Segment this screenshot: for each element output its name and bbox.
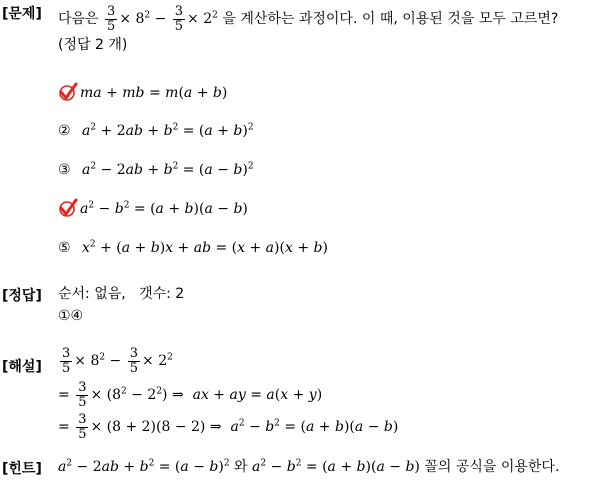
solution-line1: $\frac{3}{5}$ × $8^2$ − $\frac{3}{5}$ × $2^2$ — [62, 345, 173, 376]
hint-text: $a^2 - 2ab + b^2 = (a - b)^2$ 와 $a^2 - b^2 = (a + b)(a - b)$ 꼴의 공식을 이용한다. — [58, 458, 560, 475]
option-2-marker: ② — [58, 123, 71, 139]
answer-line2: ①④ — [58, 308, 84, 324]
solution-label: [해설] — [2, 359, 42, 375]
option-3-marker: ③ — [58, 162, 71, 178]
problem-text-pre: 다음은 — [58, 11, 99, 27]
option-5-marker: ⑤ — [58, 240, 71, 256]
problem-text-post: 을 계산하는 과정이다. 이 때, 이용된 것을 모두 고르면? — [222, 11, 559, 27]
problem-text-line1: 다음은 $\frac{3}{5}$ × $8^2$ − $\frac{3}{5}$ × $2^2$ 을 계산하는 과정이다. 이 때, 이용된 것을 모두 고르면? — [58, 3, 559, 34]
fraction-3-5-b: $\frac{3}{5}$ — [174, 3, 184, 34]
check-icon — [58, 82, 78, 102]
option-2: $a^2 + 2ab + b^2 = (a + b)^2$ — [82, 122, 254, 139]
option-3: $a^2 - 2ab + b^2 = (a - b)^2$ — [82, 161, 254, 178]
solution-line3: = $\frac{3}{5}$ × (8 + 2)(8 − 2) ⇒ $a^2 - b^2 = (a + b)(a - b)$ — [58, 411, 399, 442]
option-4: $a^2 - b^2 = (a + b)(a - b)$ — [80, 200, 248, 217]
hint-label: [힌트] — [2, 461, 42, 477]
solution-line2: = $\frac{3}{5}$ × $(8^2 - 2^2)$ ⇒ ax + ay = a(x + y) — [58, 379, 323, 410]
answer-line1: 순서: 없음, 갯수: 2 — [58, 286, 185, 302]
fraction-3-5: $\frac{3}{5}$ — [107, 3, 116, 34]
option-5: $x^2 + (a + b)x$ + ab = (x + a)(x + b) — [82, 239, 328, 256]
answer-label: [정답] — [2, 288, 42, 304]
problem-label: [문제] — [2, 6, 42, 22]
problem-answer-count: (정답 2 개) — [58, 37, 128, 53]
option-1: ma + mb = m(a + b) — [80, 85, 228, 101]
check-icon — [58, 198, 78, 218]
